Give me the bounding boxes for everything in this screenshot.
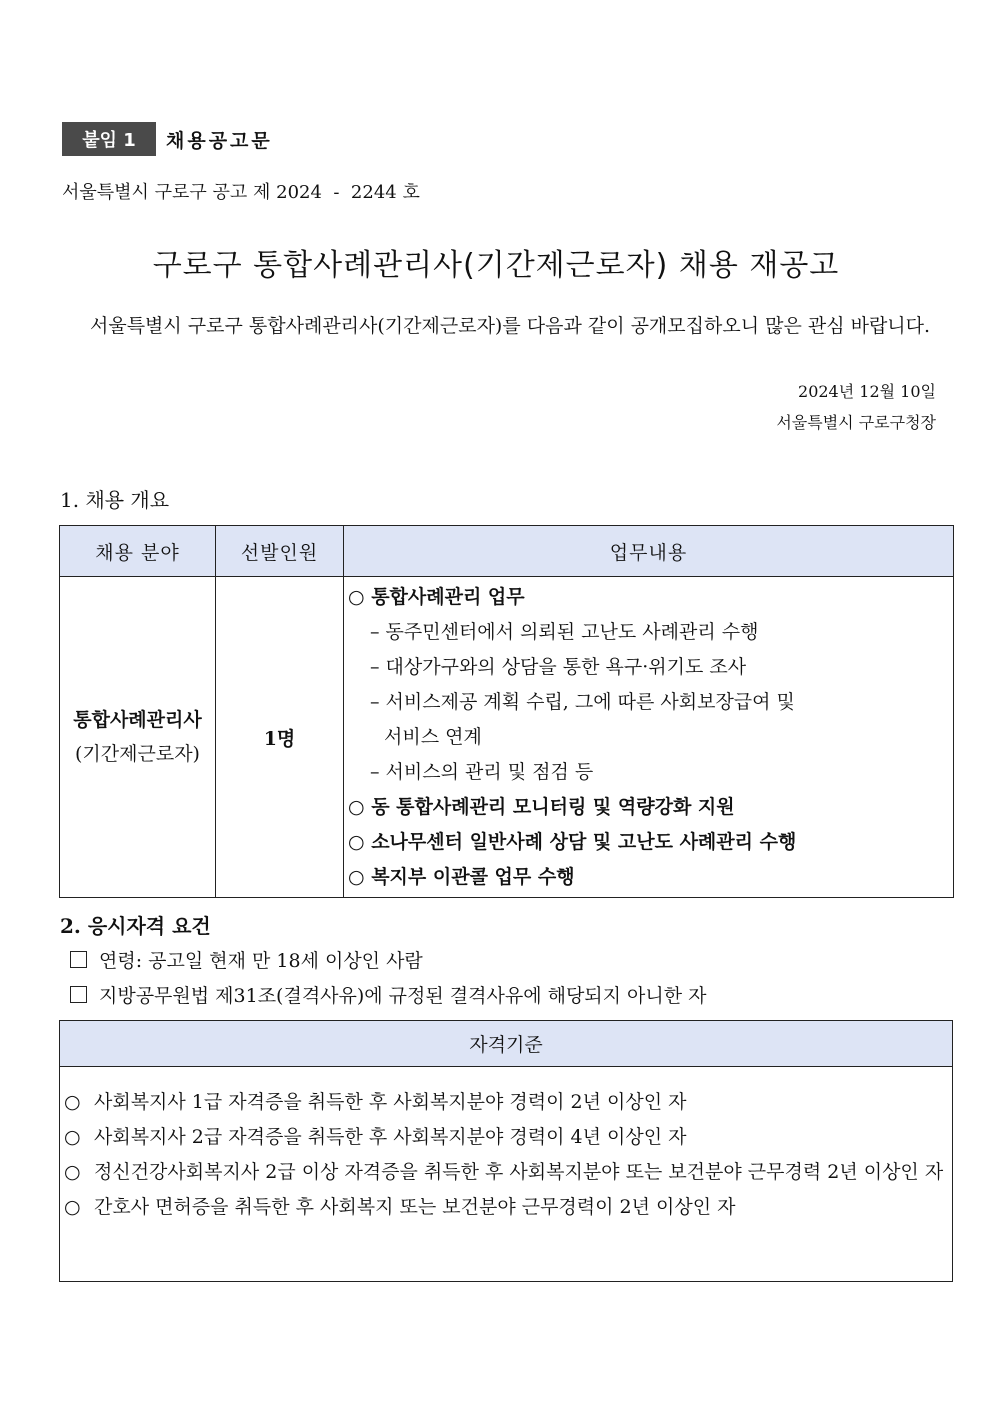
duty-subitem-continued: 서비스 연계	[384, 725, 482, 748]
attachment-badge: 붙임 1	[62, 122, 156, 156]
duty-item: ○ 복지부 이관콜 업무 수행	[348, 865, 575, 888]
criteria-header: 자격기준	[60, 1021, 952, 1067]
field-type: (기간제근로자)	[75, 743, 200, 765]
duty-subitem: – 대상가구와의 상담을 통한 욕구·위기도 조사	[370, 655, 747, 678]
duty-subitem: – 동주민센터에서 의뢰된 고난도 사례관리 수행	[370, 620, 759, 643]
checkbox-icon	[70, 986, 87, 1003]
criteria-item	[64, 1155, 946, 1190]
criteria-text: 사회복지사 1급 자격증을 취득한 후 사회복지분야 경력이 2년 이상인 자	[94, 1091, 687, 1113]
duty-subitem: – 서비스제공 계획 수립, 그에 따른 사회보장급여 및	[370, 690, 795, 713]
column-header-duties: 업무내용	[344, 526, 954, 577]
criteria-text: 사회복지사 2급 자격증을 취득한 후 사회복지분야 경력이 4년 이상인 자	[94, 1126, 687, 1148]
circle-bullet-icon: ○	[64, 1126, 81, 1148]
circle-bullet-icon: ○	[64, 1091, 81, 1113]
column-header-field: 채용 분야	[60, 526, 216, 577]
requirement-item	[70, 981, 707, 1008]
attachment-title: 채용공고문	[166, 129, 273, 152]
hire-count: 1명	[216, 577, 344, 898]
field-name: 통합사례관리사	[73, 709, 202, 731]
intro-text: 서울특별시 구로구 통합사례관리사(기간제근로자)를 다음과 같이 공개모집하오니 많은 관심 바랍니다.	[90, 315, 931, 337]
criteria-item	[64, 1085, 946, 1120]
duty-subitem: – 서비스의 관리 및 점검 등	[370, 760, 594, 783]
criteria-item	[64, 1190, 946, 1225]
duty-item: ○ 소나무센터 일반사례 상담 및 고난도 사례관리 수행	[348, 830, 797, 853]
duty-item: ○ 통합사례관리 업무	[348, 585, 525, 608]
circle-bullet-icon: ○	[64, 1196, 81, 1218]
criteria-table	[59, 1020, 953, 1282]
duties-cell	[344, 577, 954, 898]
document-title: 구로구 통합사례관리사(기간제근로자) 채용 재공고	[152, 248, 840, 283]
table-header-row	[60, 526, 954, 577]
section-heading-overview: 1. 채용 개요	[60, 488, 170, 512]
notice-number: 서울특별시 구로구 공고 제 2024 - 2244 호	[62, 182, 420, 203]
column-header-count: 선발인원	[216, 526, 344, 577]
field-cell	[60, 577, 216, 898]
duty-item: ○ 동 통합사례관리 모니터링 및 역량강화 지원	[348, 795, 735, 818]
requirement-text: 지방공무원법 제31조(결격사유)에 규정된 결격사유에 해당되지 아니한 자	[99, 985, 707, 1007]
recruitment-table	[59, 525, 954, 898]
notice-date: 2024년 12월 10일	[798, 382, 936, 401]
criteria-text: 간호사 면허증을 취득한 후 사회복지 또는 보건분야 근무경력이 2년 이상인 자	[94, 1196, 736, 1218]
intro-paragraph	[60, 308, 938, 344]
criteria-text: 정신건강사회복지사 2급 이상 자격증을 취득한 후 사회복지분야 또는 보건분야 근무경력 2년 이상인 자	[94, 1161, 944, 1183]
checkbox-icon	[70, 951, 87, 968]
section-heading-qualifications: 2. 응시자격 요건	[60, 914, 211, 938]
criteria-item	[64, 1120, 946, 1155]
circle-bullet-icon: ○	[64, 1161, 81, 1183]
attachment-header	[62, 122, 273, 156]
requirement-text: 연령: 공고일 현재 만 18세 이상인 사람	[99, 950, 423, 972]
table-row	[60, 577, 954, 898]
criteria-list	[60, 1067, 952, 1225]
requirement-item	[70, 946, 423, 973]
issuer: 서울특별시 구로구청장	[776, 413, 936, 432]
